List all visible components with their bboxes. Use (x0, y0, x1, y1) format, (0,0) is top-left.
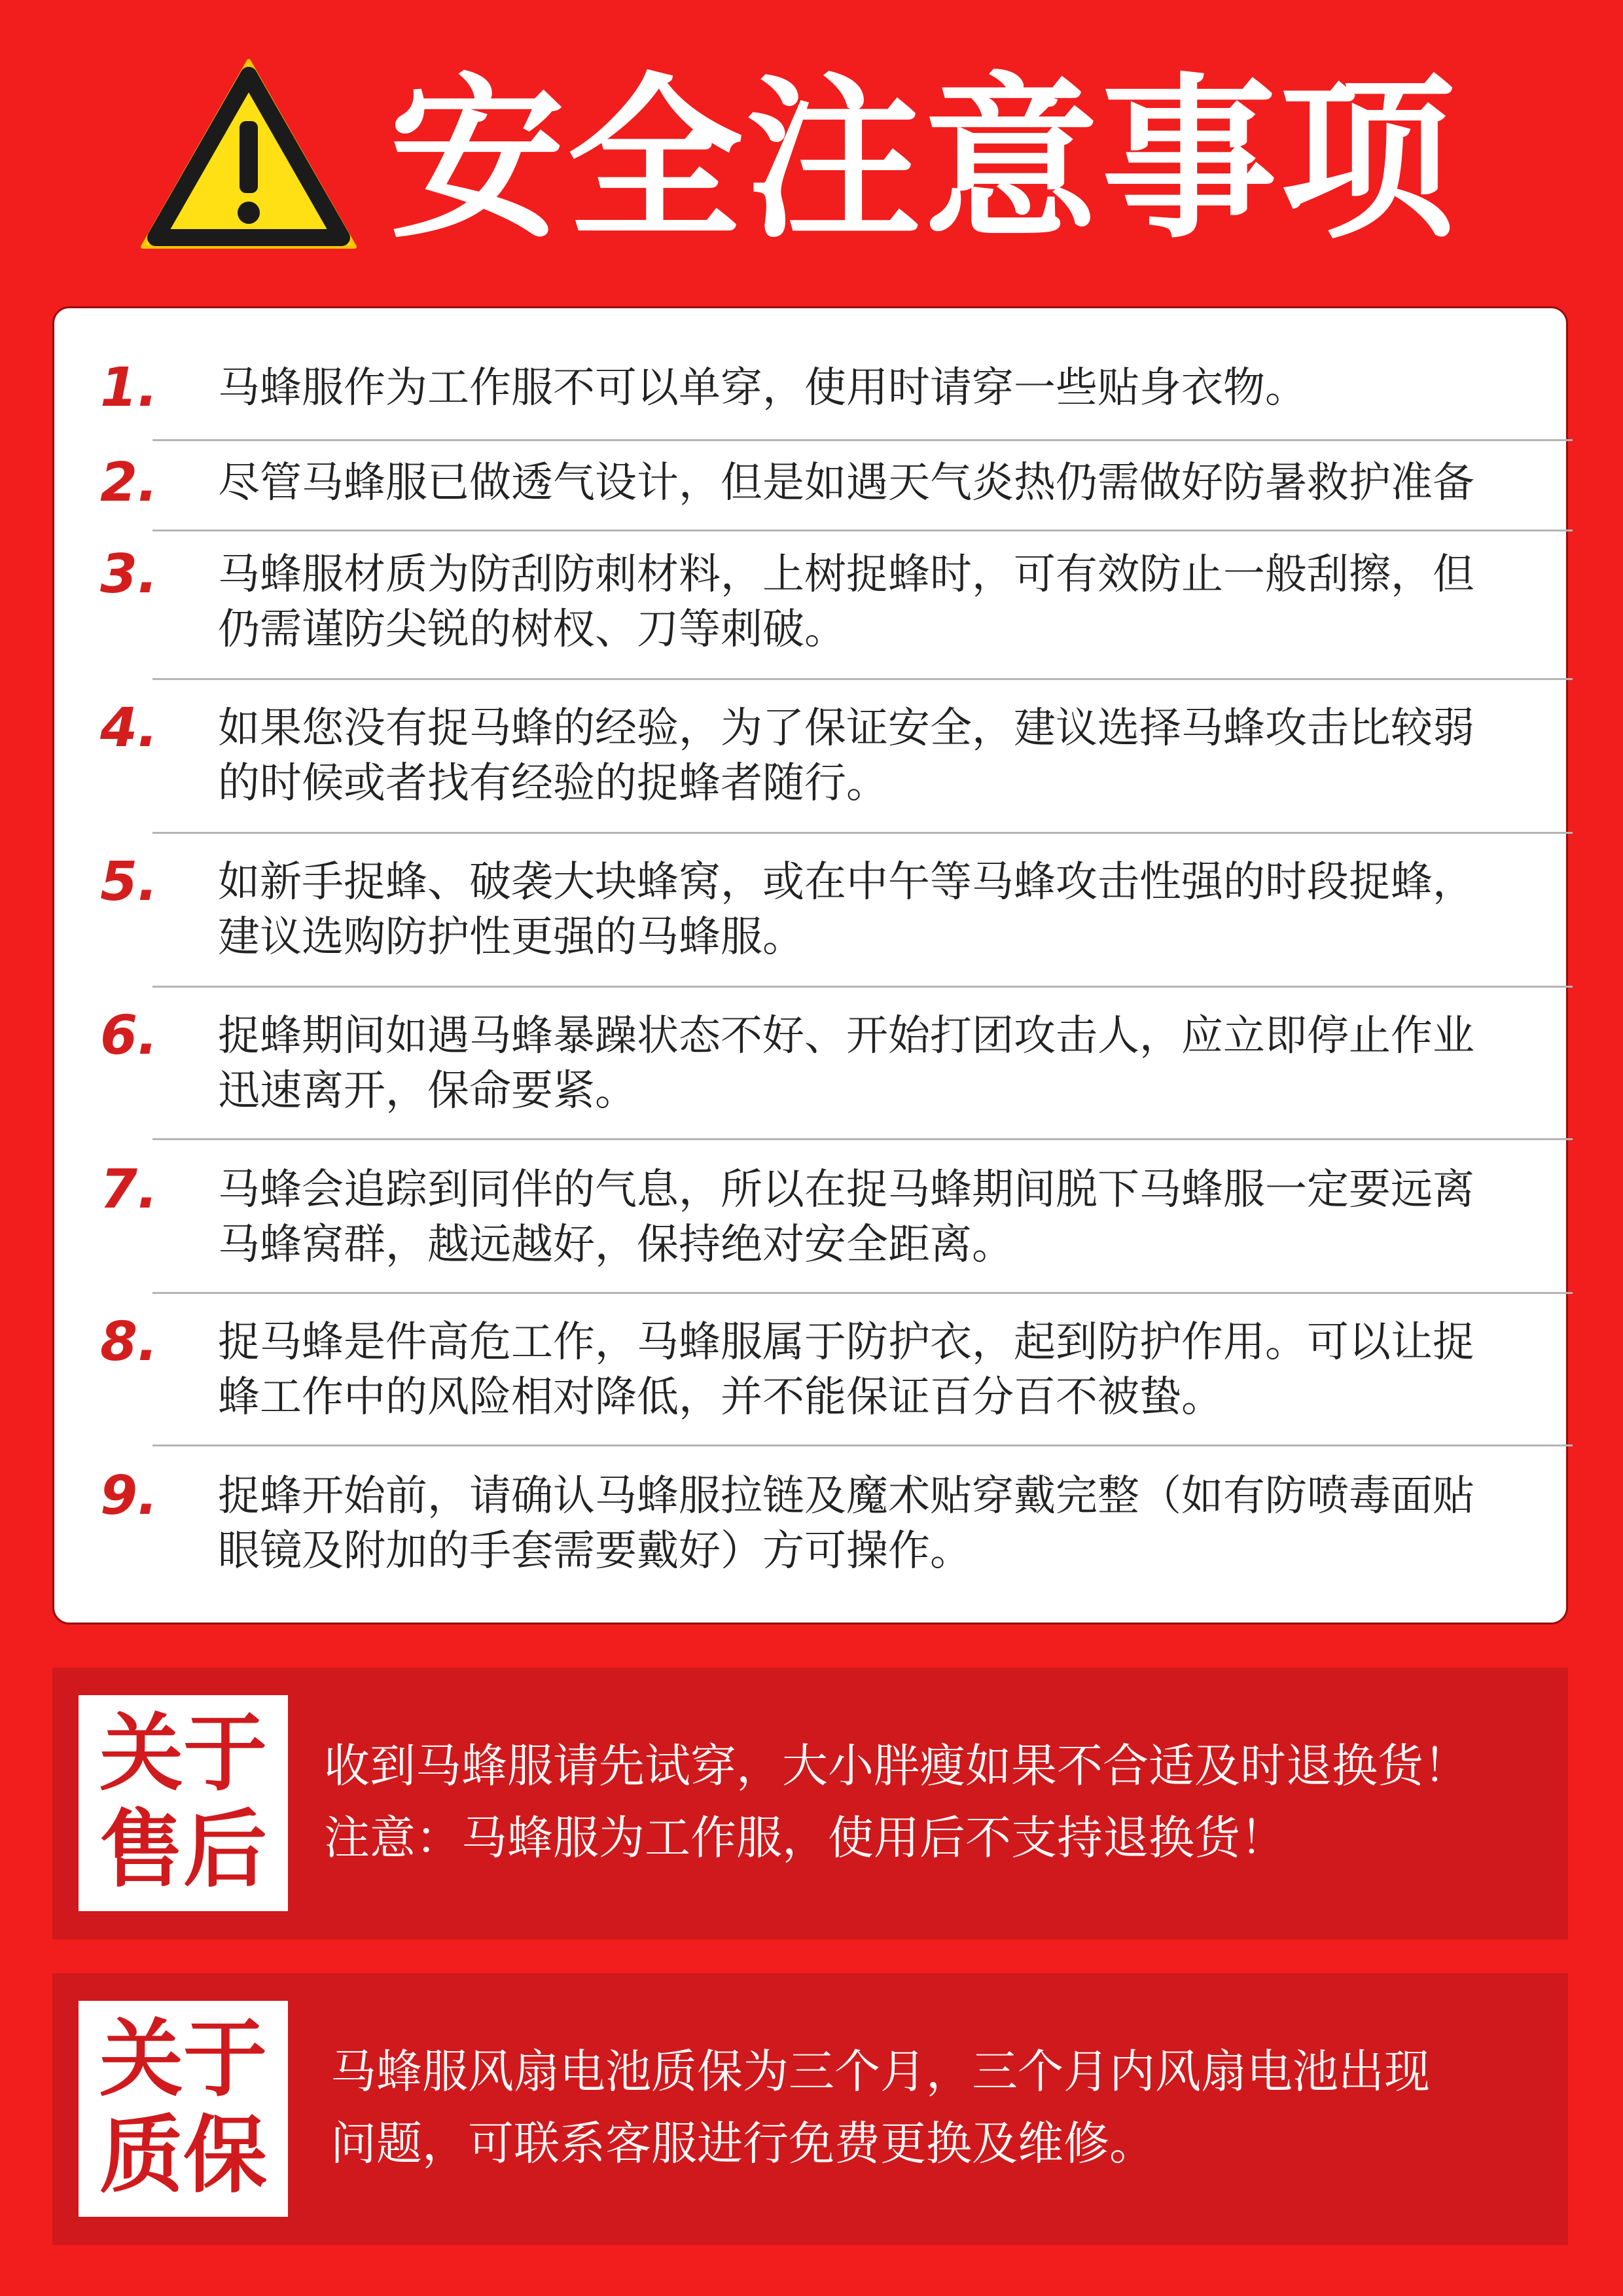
badge-line: 关于 (99, 1705, 267, 1803)
item-line: 捉蜂开始前，请确认马蜂服拉链及魔术贴穿戴完整（如有防喷毒面贴 (218, 1472, 1474, 1520)
badge-line: 售后 (99, 1801, 267, 1899)
item-text (218, 1009, 1553, 1119)
item-text (218, 1315, 1553, 1425)
item-line: 捉蜂期间如遇马蜂暴躁状态不好、开始打团攻击人，应立即停止作业 (218, 1012, 1474, 1060)
item-number: 1. (100, 357, 158, 419)
divider (152, 439, 1573, 441)
item-line: 迅速离开，保命要紧。 (218, 1067, 637, 1115)
after-sales-panel (52, 1668, 1568, 1939)
item-line: 蜂工作中的风险相对降低，并不能保证百分百不被蛰。 (218, 1373, 1223, 1422)
after-sales-badge (79, 1695, 288, 1911)
after-sales-line: 收到马蜂服请先试穿，大小胖瘦如果不合适及时退换货！ (324, 1739, 1469, 1793)
divider (152, 529, 1573, 531)
item-line: 马蜂会追踪到同伴的气息，所以在捉马蜂期间脱下马蜂服一定要远离 (218, 1166, 1474, 1214)
item-number: 2. (100, 452, 158, 514)
item-number: 9. (100, 1465, 158, 1527)
warranty-text (330, 2036, 1430, 2179)
divider (152, 678, 1573, 680)
divider (152, 1138, 1573, 1140)
divider (152, 986, 1573, 988)
warranty-panel (52, 1973, 1568, 2245)
divider (152, 1292, 1573, 1294)
item-line: 的时候或者找有经验的捉蜂者随行。 (218, 759, 888, 808)
warranty-line: 问题，可联系客服进行免费更换及维修。 (330, 2117, 1155, 2170)
item-text (218, 1162, 1553, 1272)
header (0, 0, 1623, 301)
warranty-badge (79, 2001, 288, 2217)
item-line: 仍需谨防尖锐的树杈、刀等刺破。 (218, 605, 846, 654)
item-text (218, 1469, 1553, 1579)
item-text (218, 456, 1553, 511)
item-text (218, 701, 1553, 811)
safety-notes-card (52, 306, 1568, 1624)
item-line: 捉马蜂是件高危工作，马蜂服属于防护衣，起到防护作用。可以让捉 (218, 1318, 1474, 1367)
badge-line: 关于 (99, 2011, 267, 2108)
item-number: 8. (100, 1311, 158, 1373)
after-sales-line: 注意：马蜂服为工作服，使用后不支持退换货！ (324, 1811, 1286, 1865)
item-text (218, 855, 1553, 965)
item-line: 马蜂服材质为防刮防刺材料，上树捉蜂时，可有效防止一般刮擦，但 (218, 550, 1474, 599)
item-line: 马蜂窝群，越远越好，保持绝对安全距离。 (218, 1221, 1014, 1269)
divider (152, 1444, 1573, 1446)
item-line: 建议选购防护性更强的马蜂服。 (218, 913, 804, 961)
warning-icon (137, 56, 360, 252)
item-line: 如新手捉蜂、破袭大块蜂窝，或在中午等马蜂攻击性强的时段捉蜂， (218, 858, 1474, 906)
divider (152, 832, 1573, 834)
item-number: 7. (100, 1158, 158, 1221)
item-line: 马蜂服作为工作服不可以单穿，使用时请穿一些贴身衣物。 (218, 364, 1307, 412)
item-number: 4. (100, 697, 158, 759)
after-sales-text (324, 1730, 1469, 1874)
item-text (218, 547, 1553, 657)
item-line: 尽管马蜂服已做透气设计，但是如遇天气炎热仍需做好防暑救护准备 (218, 459, 1474, 507)
item-line: 如果您没有捉马蜂的经验，为了保证安全，建议选择马蜂攻击比较弱 (218, 704, 1474, 753)
item-text (218, 361, 1553, 416)
badge-line: 质保 (99, 2107, 267, 2204)
item-number: 6. (100, 1005, 158, 1067)
item-number: 5. (100, 851, 158, 913)
page-title: 安全注意事项 (389, 58, 1457, 262)
item-line: 眼镜及附加的手套需要戴好）方可操作。 (218, 1527, 972, 1575)
item-number: 3. (100, 543, 158, 605)
warranty-line: 马蜂服风扇电池质保为三个月，三个月内风扇电池出现 (330, 2045, 1430, 2098)
